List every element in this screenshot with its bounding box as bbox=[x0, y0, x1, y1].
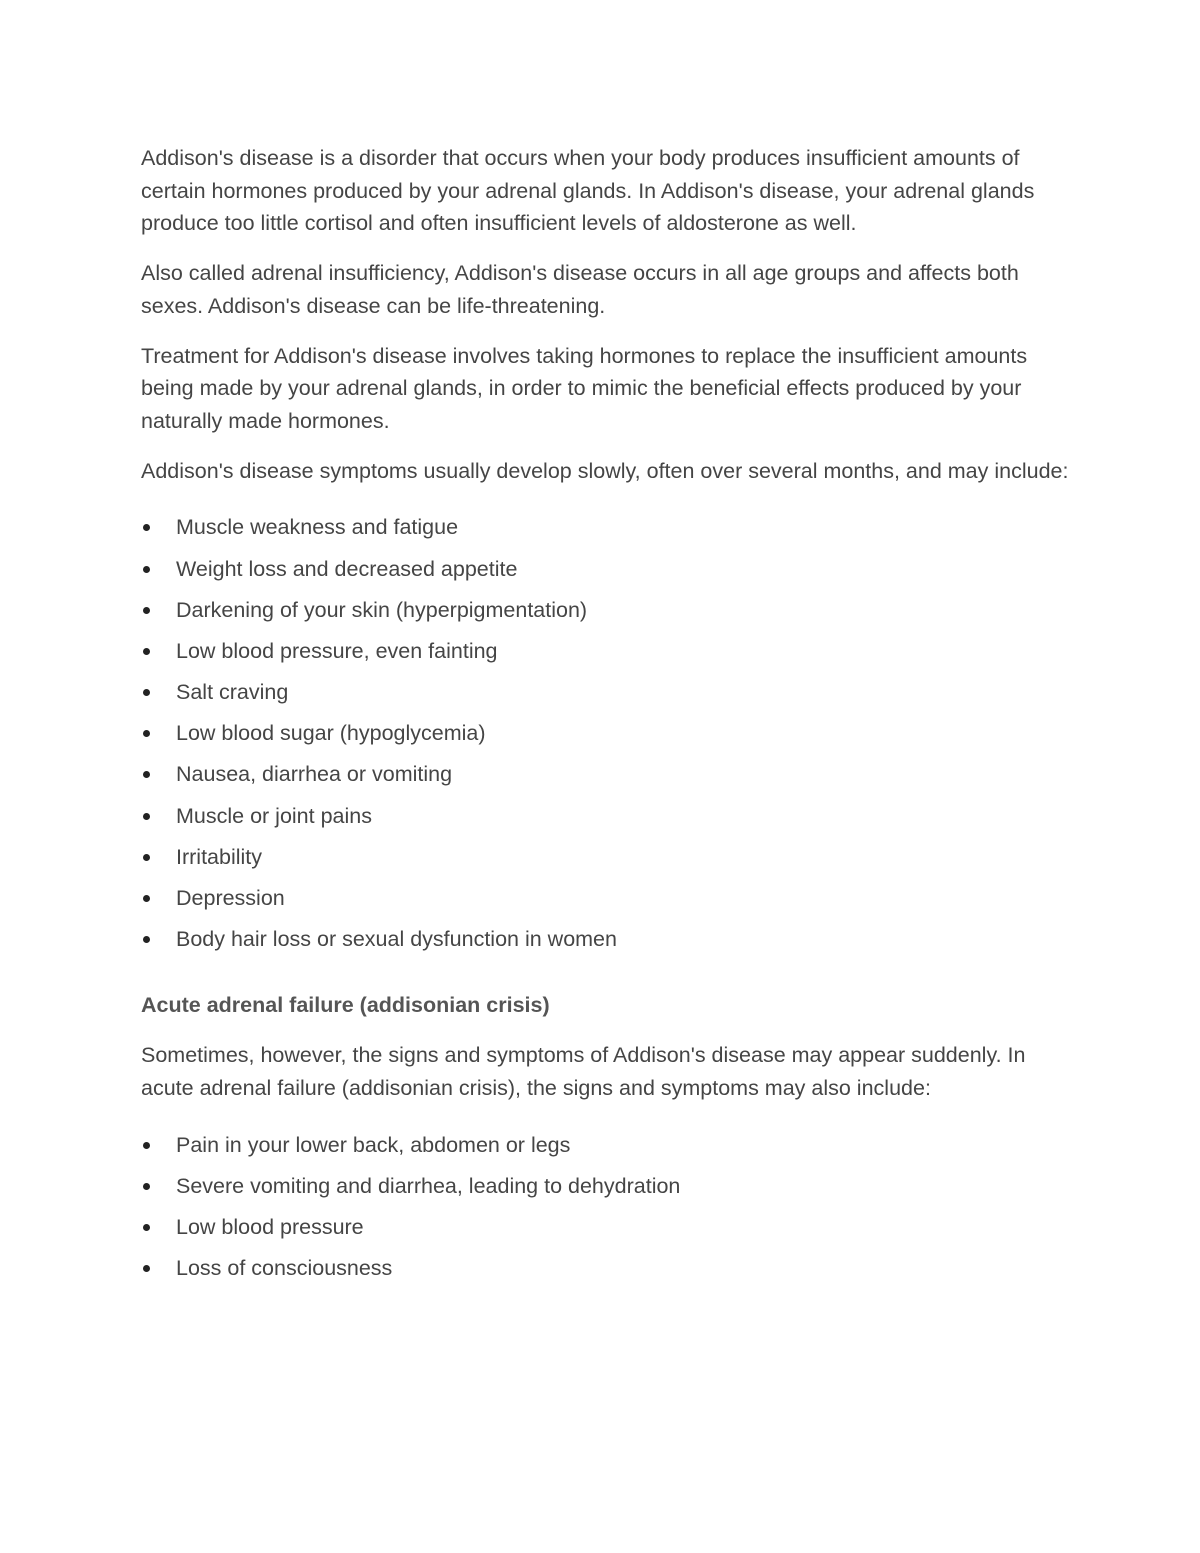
list-item bbox=[141, 1211, 1071, 1252]
section-heading-crisis: Acute adrenal failure (addisonian crisis) bbox=[141, 993, 550, 1018]
list-item-text: Low blood sugar (hypoglycemia) bbox=[176, 721, 486, 746]
document-page bbox=[141, 142, 1071, 1293]
paragraph-treatment: Treatment for Addison's disease involves taking hormones to replace the insufficient amounts being made by your adrenal glands, in order to mimic the beneficial effects produced by your naturally made hormones. bbox=[141, 343, 1028, 433]
bullet-icon bbox=[143, 566, 150, 573]
bullet-icon bbox=[143, 854, 150, 861]
bullet-icon bbox=[143, 607, 150, 614]
list-item-text: Nausea, diarrhea or vomiting bbox=[176, 762, 453, 787]
list-item bbox=[141, 676, 1071, 717]
list-item-text: Darkening of your skin (hyperpigmentation) bbox=[176, 597, 588, 622]
list-item bbox=[141, 882, 1071, 923]
bullet-icon bbox=[143, 813, 150, 820]
list-item bbox=[141, 635, 1071, 676]
bullet-icon bbox=[143, 689, 150, 696]
bullet-icon bbox=[143, 524, 150, 531]
list-item-text: Pain in your lower back, abdomen or legs bbox=[176, 1132, 571, 1157]
list-item-text: Muscle or joint pains bbox=[176, 803, 372, 828]
bullet-icon bbox=[143, 1142, 150, 1149]
list-item bbox=[141, 1252, 1071, 1293]
list-item-text: Low blood pressure bbox=[176, 1214, 364, 1239]
list-item bbox=[141, 1170, 1071, 1211]
list-item bbox=[141, 800, 1071, 841]
list-item bbox=[141, 594, 1071, 635]
list-item bbox=[141, 841, 1071, 882]
list-item-text: Loss of consciousness bbox=[176, 1256, 393, 1281]
list-item-text: Irritability bbox=[176, 844, 263, 869]
bullet-icon bbox=[143, 936, 150, 943]
paragraph-symptoms-intro: Addison's disease symptoms usually develop slowly, often over several months, and may include: bbox=[141, 458, 1069, 483]
symptoms-list bbox=[141, 511, 1071, 964]
bullet-icon bbox=[143, 730, 150, 737]
bullet-icon bbox=[143, 1183, 150, 1190]
list-item-text: Low blood pressure, even fainting bbox=[176, 638, 498, 663]
list-item-text: Weight loss and decreased appetite bbox=[176, 556, 518, 581]
list-item bbox=[141, 553, 1071, 594]
bullet-icon bbox=[143, 648, 150, 655]
bullet-icon bbox=[143, 1265, 150, 1272]
list-item bbox=[141, 717, 1071, 758]
list-item bbox=[141, 511, 1071, 552]
crisis-symptoms-list bbox=[141, 1129, 1071, 1294]
paragraph-crisis: Sometimes, however, the signs and symptoms of Addison's disease may appear suddenly. In acute adrenal failure (addisonian crisis), the signs and symptoms may also include: bbox=[141, 1043, 1026, 1100]
list-item bbox=[141, 758, 1071, 799]
list-item-text: Severe vomiting and diarrhea, leading to dehydration bbox=[176, 1173, 681, 1198]
list-item-text: Salt craving bbox=[176, 680, 289, 705]
bullet-icon bbox=[143, 771, 150, 778]
list-item-text: Muscle weakness and fatigue bbox=[176, 515, 459, 540]
list-item-text: Body hair loss or sexual dysfunction in women bbox=[176, 927, 617, 952]
list-item-text: Depression bbox=[176, 886, 285, 911]
list-item bbox=[141, 1129, 1071, 1170]
list-item bbox=[141, 923, 1071, 964]
paragraph-insufficiency: Also called adrenal insufficiency, Addison's disease occurs in all age groups and affects both sexes. Addison's disease can be life-threatening. bbox=[141, 261, 1019, 318]
bullet-icon bbox=[143, 1224, 150, 1231]
paragraph-definition: Addison's disease is a disorder that occurs when your body produces insufficient amounts of certain hormones produced by your adrenal glands. In Addison's disease, your adrenal glands produce too little cortisol and often insufficient levels of aldosterone as well. bbox=[141, 146, 1035, 236]
bullet-icon bbox=[143, 895, 150, 902]
